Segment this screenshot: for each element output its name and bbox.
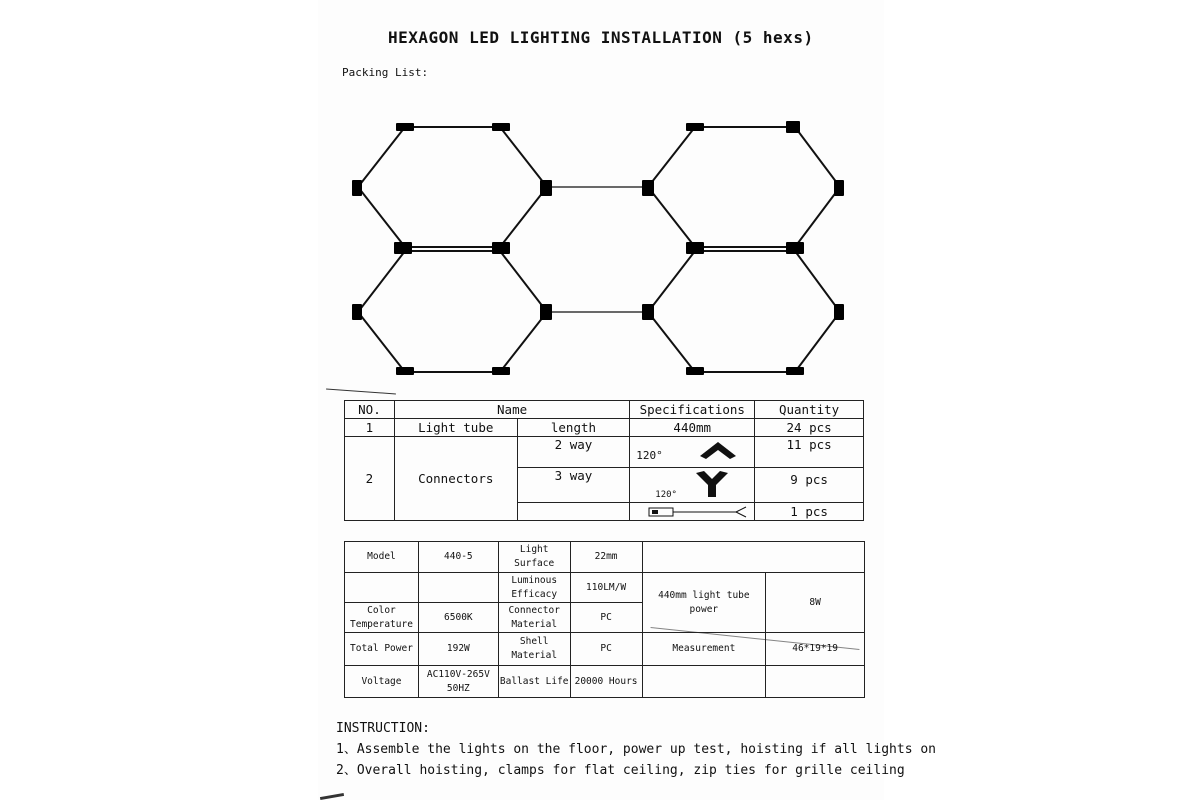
tube-power-label: 440mm light tube power bbox=[642, 573, 766, 633]
empty-cell bbox=[642, 666, 766, 698]
two-way-angle: 120° bbox=[636, 449, 663, 462]
two-way-qty: 11 pcs bbox=[755, 437, 864, 468]
instruction-step-1: 1、Assemble the lights on the floor, power up test, hoisting if all lights on bbox=[336, 742, 936, 757]
empty-cell bbox=[345, 573, 419, 603]
plug-label bbox=[517, 503, 630, 521]
three-way-qty: 9 pcs bbox=[755, 468, 864, 503]
hexagon-2 bbox=[358, 251, 547, 372]
spec-table bbox=[344, 541, 865, 698]
voltage-label: Voltage bbox=[345, 666, 419, 698]
hexagon-1 bbox=[358, 127, 547, 247]
header-no: NO. bbox=[345, 401, 395, 419]
row1-no: 1 bbox=[345, 419, 395, 437]
measurement-label: Measurement bbox=[642, 633, 766, 666]
three-way-connector-icon bbox=[694, 469, 730, 499]
measurement-value: 46*19*19 bbox=[766, 633, 865, 666]
voltage-range: AC110V-265V bbox=[426, 668, 490, 680]
row2-no: 2 bbox=[345, 437, 395, 521]
empty-cell bbox=[418, 573, 498, 603]
plug-spec bbox=[630, 503, 755, 521]
empty-cell bbox=[642, 542, 865, 573]
instructions-heading: INSTRUCTION: bbox=[336, 721, 430, 736]
instruction-step-2: 2、Overall hoisting, clamps for flat ceiling, zip ties for grille ceiling bbox=[336, 763, 905, 778]
luminous-label: Luminous Efficacy bbox=[498, 573, 570, 603]
luminous-value: 110LM/W bbox=[570, 573, 642, 603]
packing-table bbox=[344, 400, 864, 521]
model-value: 440-5 bbox=[418, 542, 498, 573]
color-temp-label: Color Temperature bbox=[345, 603, 419, 633]
three-way-spec bbox=[630, 468, 755, 503]
spec-row bbox=[345, 573, 865, 603]
light-surface-value: 22mm bbox=[570, 542, 642, 573]
plug-qty: 1 pcs bbox=[755, 503, 864, 521]
two-way-connector-icon bbox=[698, 440, 738, 460]
empty-cell bbox=[766, 666, 865, 698]
two-way-label: 2 way bbox=[517, 437, 630, 468]
table-row bbox=[345, 419, 864, 437]
spec-row bbox=[345, 633, 865, 666]
row1-sub: length bbox=[517, 419, 630, 437]
three-way-label: 3 way bbox=[517, 468, 630, 503]
ballast-life-value: 20000 Hours bbox=[570, 666, 642, 698]
instructions-section bbox=[336, 718, 936, 781]
tube-power-value: 8W bbox=[766, 573, 865, 633]
color-temp-value: 6500K bbox=[418, 603, 498, 633]
packing-list-label: Packing List: bbox=[342, 66, 429, 79]
ballast-life-label: Ballast Life bbox=[498, 666, 570, 698]
total-power-label: Total Power bbox=[345, 633, 419, 666]
voltage-frequency: 50HZ bbox=[446, 682, 470, 694]
table-header-row bbox=[345, 401, 864, 419]
spec-row bbox=[345, 666, 865, 698]
document-title: HEXAGON LED LIGHTING INSTALLATION (5 hexs) bbox=[388, 28, 814, 47]
header-name: Name bbox=[394, 401, 629, 419]
model-label: Model bbox=[345, 542, 419, 573]
three-way-angle: 120° bbox=[655, 490, 677, 500]
spec-row bbox=[345, 542, 865, 573]
connector-material-label: Connector Material bbox=[498, 603, 570, 633]
shell-material-value: PC bbox=[570, 633, 642, 666]
header-qty: Quantity bbox=[755, 401, 864, 419]
row1-spec: 440mm bbox=[630, 419, 755, 437]
total-power-value: 192W bbox=[418, 633, 498, 666]
connector-material-value: PC bbox=[570, 603, 642, 633]
row1-qty: 24 pcs bbox=[755, 419, 864, 437]
hexagon-3 bbox=[648, 127, 840, 247]
power-plug-icon bbox=[648, 505, 748, 519]
shell-material-label: Shell Material bbox=[498, 633, 570, 666]
light-surface-label: Light Surface bbox=[498, 542, 570, 573]
hexagon-4 bbox=[648, 251, 840, 372]
row1-name: Light tube bbox=[394, 419, 517, 437]
table-row bbox=[345, 437, 864, 468]
header-spec: Specifications bbox=[630, 401, 755, 419]
hexagon-layout-diagram bbox=[340, 110, 860, 390]
two-way-spec bbox=[630, 437, 755, 468]
row2-name: Connectors bbox=[394, 437, 517, 521]
voltage-value bbox=[418, 666, 498, 698]
